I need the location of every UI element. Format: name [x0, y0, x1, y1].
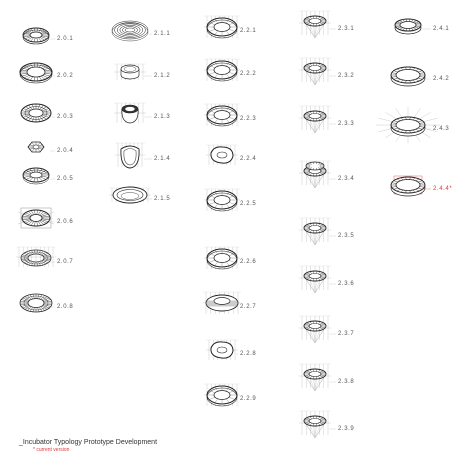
prototype-2-2-1 — [204, 16, 240, 38]
prototype-2-3-5 — [299, 218, 336, 245]
prototype-label: 2.3.4 — [338, 176, 355, 182]
prototype-label: 2.2.5 — [240, 201, 257, 207]
prototype-2-3-7 — [299, 316, 336, 343]
prototype-label: 2.3.3 — [338, 121, 355, 127]
ring-cellular-icon — [16, 247, 56, 267]
torus-gridded-icon — [204, 247, 240, 269]
square-frame-ring-icon — [18, 208, 54, 228]
prototype-2-4-2 — [391, 67, 431, 86]
prototype-label: 2.2.3 — [240, 116, 257, 122]
lattice-cone-icon — [299, 58, 331, 85]
lattice-cone-icon — [299, 106, 331, 133]
prototype-label: 2.2.8 — [240, 351, 257, 357]
prototype-label: 2.4.2 — [433, 76, 450, 82]
prototype-2-0-4 — [28, 142, 55, 152]
prototype-2-4-1 — [395, 19, 431, 34]
sheet-title: _Incubator Typology Prototype Development — [19, 439, 158, 446]
prototype-2-3-2 — [299, 58, 336, 85]
prototype-2-0-1 — [23, 28, 55, 44]
prototype-2-0-3 — [21, 104, 55, 122]
prototype-label: 2.4.4* — [433, 186, 453, 192]
prototype-2-2-6 — [204, 247, 240, 269]
prototype-label: 2.3.5 — [338, 233, 355, 239]
prototype-2-4-3 — [376, 107, 440, 143]
prototype-2-2-5 — [204, 189, 240, 211]
prototype-label: 2.3.2 — [338, 73, 355, 79]
prototype-2-3-4 — [299, 161, 336, 188]
lattice-cone-icon — [299, 411, 331, 438]
segmented-ring-icon — [395, 19, 421, 34]
prototype-label: 2.1.4 — [154, 156, 171, 162]
prototype-2-1-3 — [114, 103, 152, 123]
prototype-label: 2.3.8 — [338, 379, 355, 385]
concentric-rings-icon — [112, 21, 148, 41]
torus-gridded-icon — [204, 16, 240, 38]
prototype-label: 2.2.6 — [240, 259, 257, 265]
prototype-2-1-1 — [112, 21, 152, 41]
segmented-ring-large-icon — [391, 67, 425, 86]
prototype-label: 2.3.9 — [338, 426, 355, 432]
lattice-cone-icon — [299, 266, 331, 293]
torus-gridded-icon — [204, 384, 240, 406]
prototype-2-3-9 — [299, 411, 336, 438]
prototype-label: 2.3.1 — [338, 26, 355, 32]
prototype-2-3-8 — [299, 364, 336, 391]
flat-dish-icon — [109, 187, 151, 203]
rounded-ring-gridded-icon — [206, 145, 238, 165]
ring-ribbed-segmented-icon — [21, 104, 51, 122]
prototype-label: 2.0.3 — [57, 114, 74, 120]
lattice-cone-stacked-icon — [299, 161, 331, 188]
prototype-2-2-9 — [204, 384, 240, 406]
ring-cellular-large-icon — [20, 294, 52, 312]
prototype-label: 2.0.7 — [57, 259, 74, 265]
deep-vessel-icon — [114, 103, 146, 123]
lattice-cone-icon — [299, 316, 331, 343]
prototype-label: 2.4.1 — [433, 26, 450, 32]
hexagon-ring-small-icon — [28, 142, 44, 152]
prototype-2-2-2 — [204, 59, 240, 81]
prototype-2-1-4 — [115, 143, 152, 168]
prototype-2-2-7 — [203, 292, 241, 314]
prototype-2-2-8 — [206, 340, 238, 360]
prototype-2-2-4 — [206, 145, 238, 165]
torus-gridded-icon — [204, 104, 240, 126]
prototype-2-2-3 — [204, 104, 240, 126]
prototype-2-4-4 — [391, 176, 431, 196]
lattice-cone-icon — [299, 11, 331, 38]
prototype-2-0-5 — [23, 168, 55, 184]
prototype-label: 2.3.7 — [338, 331, 355, 337]
prototype-label: 2.1.3 — [154, 114, 171, 120]
prototype-2-1-5 — [109, 187, 152, 203]
prototype-2-0-8 — [20, 294, 55, 312]
prototype-2-1-2 — [114, 64, 152, 80]
cylinder-shell-icon — [114, 64, 146, 80]
prototype-label: 2.1.5 — [154, 196, 171, 202]
segmented-ring-current-icon — [391, 176, 425, 196]
prototype-label: 2.0.2 — [57, 73, 74, 79]
ring-polygonal-ribbed-icon — [20, 63, 52, 83]
prototype-2-0-2 — [20, 63, 55, 83]
prototype-label: 2.2.9 — [240, 396, 257, 402]
prototype-2-3-3 — [299, 106, 336, 133]
prototype-label: 2.1.2 — [154, 73, 171, 79]
lattice-cone-icon — [299, 364, 331, 391]
prototype-label: 2.0.6 — [57, 219, 74, 225]
prototype-label: 2.0.8 — [57, 304, 74, 310]
egg-shell-icon — [115, 143, 145, 168]
current-version-note: * current version — [33, 447, 70, 453]
segmented-ring-radiating-icon — [376, 107, 440, 143]
ribbed-torus-gridded-icon — [203, 292, 241, 314]
prototype-label: 2.2.7 — [240, 304, 257, 310]
prototype-label: 2.0.5 — [57, 176, 74, 182]
ring-ribbed-small-icon — [23, 28, 49, 44]
prototype-2-0-6 — [18, 208, 55, 228]
prototype-label: 2.1.1 — [154, 31, 171, 37]
rounded-ring-gridded-icon — [206, 340, 238, 360]
prototype-label: 2.2.1 — [240, 28, 257, 34]
torus-gridded-icon — [204, 189, 240, 211]
prototype-label: 2.2.2 — [240, 71, 257, 77]
prototype-2-3-1 — [299, 11, 336, 38]
prototype-label: 2.3.6 — [338, 281, 355, 287]
prototype-label: 2.0.1 — [57, 36, 74, 42]
lattice-cone-icon — [299, 218, 331, 245]
torus-gridded-icon — [204, 59, 240, 81]
prototype-2-3-6 — [299, 266, 336, 293]
ring-faceted-icon — [23, 168, 49, 184]
prototype-label: 2.0.4 — [57, 148, 74, 154]
prototype-2-0-7 — [16, 247, 56, 267]
prototype-label: 2.2.4 — [240, 156, 257, 162]
prototype-label: 2.4.3 — [433, 126, 450, 132]
